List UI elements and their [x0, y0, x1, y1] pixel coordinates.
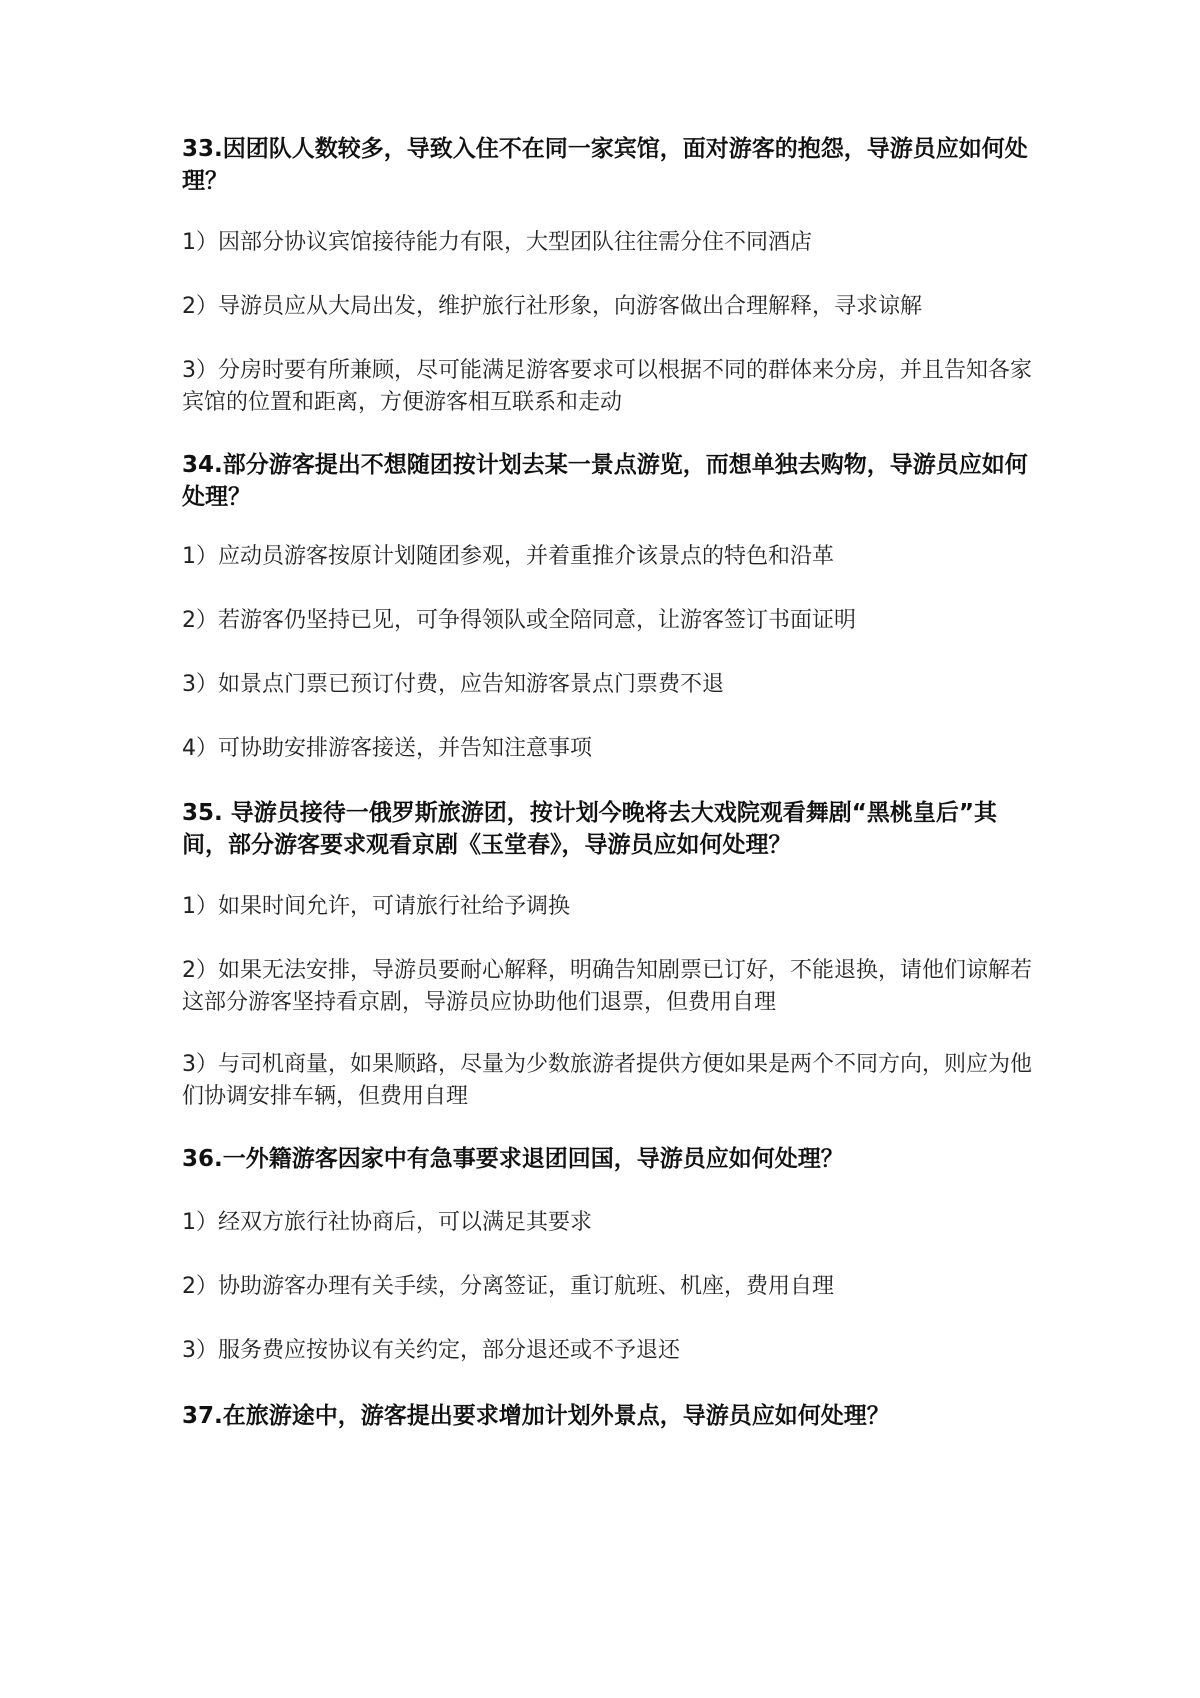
answer-33-2: 2）导游员应从大局出发，维护旅行社形象，向游客做出合理解释，寻求谅解	[182, 294, 922, 319]
answer-33-3: 3）分房时要有所兼顾，尽可能满足游客要求可以根据不同的群体来分房，并且告知各家宾馆的位置和距离，方便游客相互联系和走动	[182, 358, 1032, 415]
question-36: 36.一外籍游客因家中有急事要求退团回国，导游员应如何处理？	[182, 1146, 844, 1172]
answer-34-3: 3）如景点门票已预订付费，应告知游客景点门票费不退	[182, 672, 724, 697]
answer-34-2: 2）若游客仍坚持已见，可争得领队或全陪同意，让游客签订书面证明	[182, 608, 856, 633]
answer-35-3: 3）与司机商量，如果顺路，尽量为少数旅游者提供方便如果是两个不同方向，则应为他们协调安排车辆，但费用自理	[182, 1052, 1032, 1109]
question-33: 33.因团队人数较多，导致入住不在同一家宾馆，面对游客的抱怨，导游员应如何处理？	[182, 136, 1028, 194]
answer-36-3: 3）服务费应按协议有关约定，部分退还或不予退还	[182, 1338, 680, 1363]
answer-35-1: 1）如果时间允许，可请旅行社给予调换	[182, 894, 570, 919]
question-34: 34.部分游客提出不想随团按计划去某一景点游览，而想单独去购物，导游员应如何处理？	[182, 452, 1028, 510]
answer-36-2: 2）协助游客办理有关手续，分离签证，重订航班、机座，费用自理	[182, 1274, 834, 1299]
answer-36-1: 1）经双方旅行社协商后，可以满足其要求	[182, 1210, 592, 1235]
answer-33-1: 1）因部分协议宾馆接待能力有限，大型团队往往需分住不同酒店	[182, 230, 812, 255]
question-35: 35. 导游员接待一俄罗斯旅游团，按计划今晚将去大戏院观看舞剧“黑桃皇后”其间，部分游客要求观看京剧《玉堂春》，导游员应如何处理？	[182, 800, 997, 858]
answer-34-1: 1）应动员游客按原计划随团参观，并着重推介该景点的特色和沿革	[182, 544, 834, 569]
answer-34-4: 4）可协助安排游客接送，并告知注意事项	[182, 736, 592, 761]
answer-35-2: 2）如果无法安排，导游员要耐心解释，明确告知剧票已订好，不能退换，请他们谅解若这部分游客坚持看京剧，导游员应协助他们退票，但费用自理	[182, 958, 1032, 1015]
question-37: 37.在旅游途中，游客提出要求增加计划外景点，导游员应如何处理？	[182, 1403, 890, 1429]
